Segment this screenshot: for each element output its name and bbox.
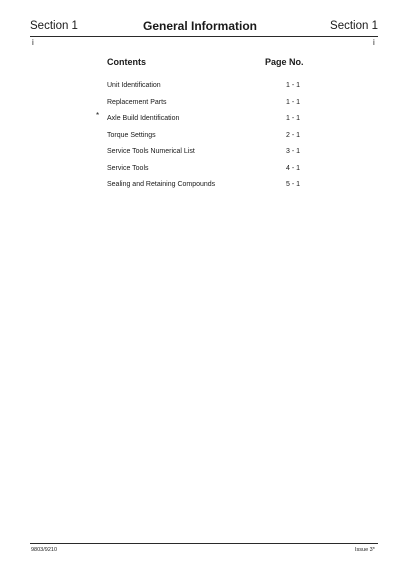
toc-entry-page: 1 - 1: [286, 115, 301, 122]
footer-issue: Issue 3*: [355, 547, 375, 553]
toc-entry-page: 3 - 1: [286, 148, 301, 155]
toc-entry: [0, 132, 400, 149]
header-section-left: Section 1: [30, 20, 78, 32]
toc-entry-page: 4 - 1: [286, 164, 301, 172]
toc-entry-page: 1 - 1: [286, 98, 301, 106]
toc-entry-label: Service Tools Numerical List: [107, 148, 195, 155]
table-of-contents: [0, 82, 400, 198]
contents-heading: Contents: [107, 57, 146, 67]
footer-rule: [30, 543, 378, 544]
toc-entry-label: Sealing and Retaining Compounds: [107, 181, 216, 188]
toc-entry-label: Unit Identification: [107, 82, 161, 89]
toc-entry: [0, 165, 400, 182]
toc-entry-page: 2 - 1: [286, 131, 301, 139]
toc-entry: [0, 111, 400, 132]
toc-entry: [0, 148, 400, 165]
header-section-right: Section 1: [330, 20, 378, 32]
page-title: General Information: [142, 19, 258, 33]
toc-marker: *: [96, 111, 100, 120]
toc-entry: [0, 99, 400, 116]
toc-entry-label: Replacement Parts: [107, 98, 167, 106]
toc-entry-page: 5 - 1: [286, 181, 301, 188]
toc-entry: [0, 82, 400, 99]
toc-entry-label: Torque Settings: [107, 131, 156, 139]
page-number-left: i: [32, 38, 34, 47]
toc-entry-label: Axle Build Identification: [107, 115, 180, 122]
page-number-right: i: [373, 38, 375, 47]
page-no-heading: Page No.: [265, 57, 304, 67]
header-rule: [30, 36, 378, 37]
toc-entry-label: Service Tools: [107, 164, 149, 172]
toc-entry: [0, 181, 400, 198]
toc-entry-page: 1 - 1: [286, 82, 301, 89]
footer-doc-number: 9803/9210: [31, 547, 57, 553]
